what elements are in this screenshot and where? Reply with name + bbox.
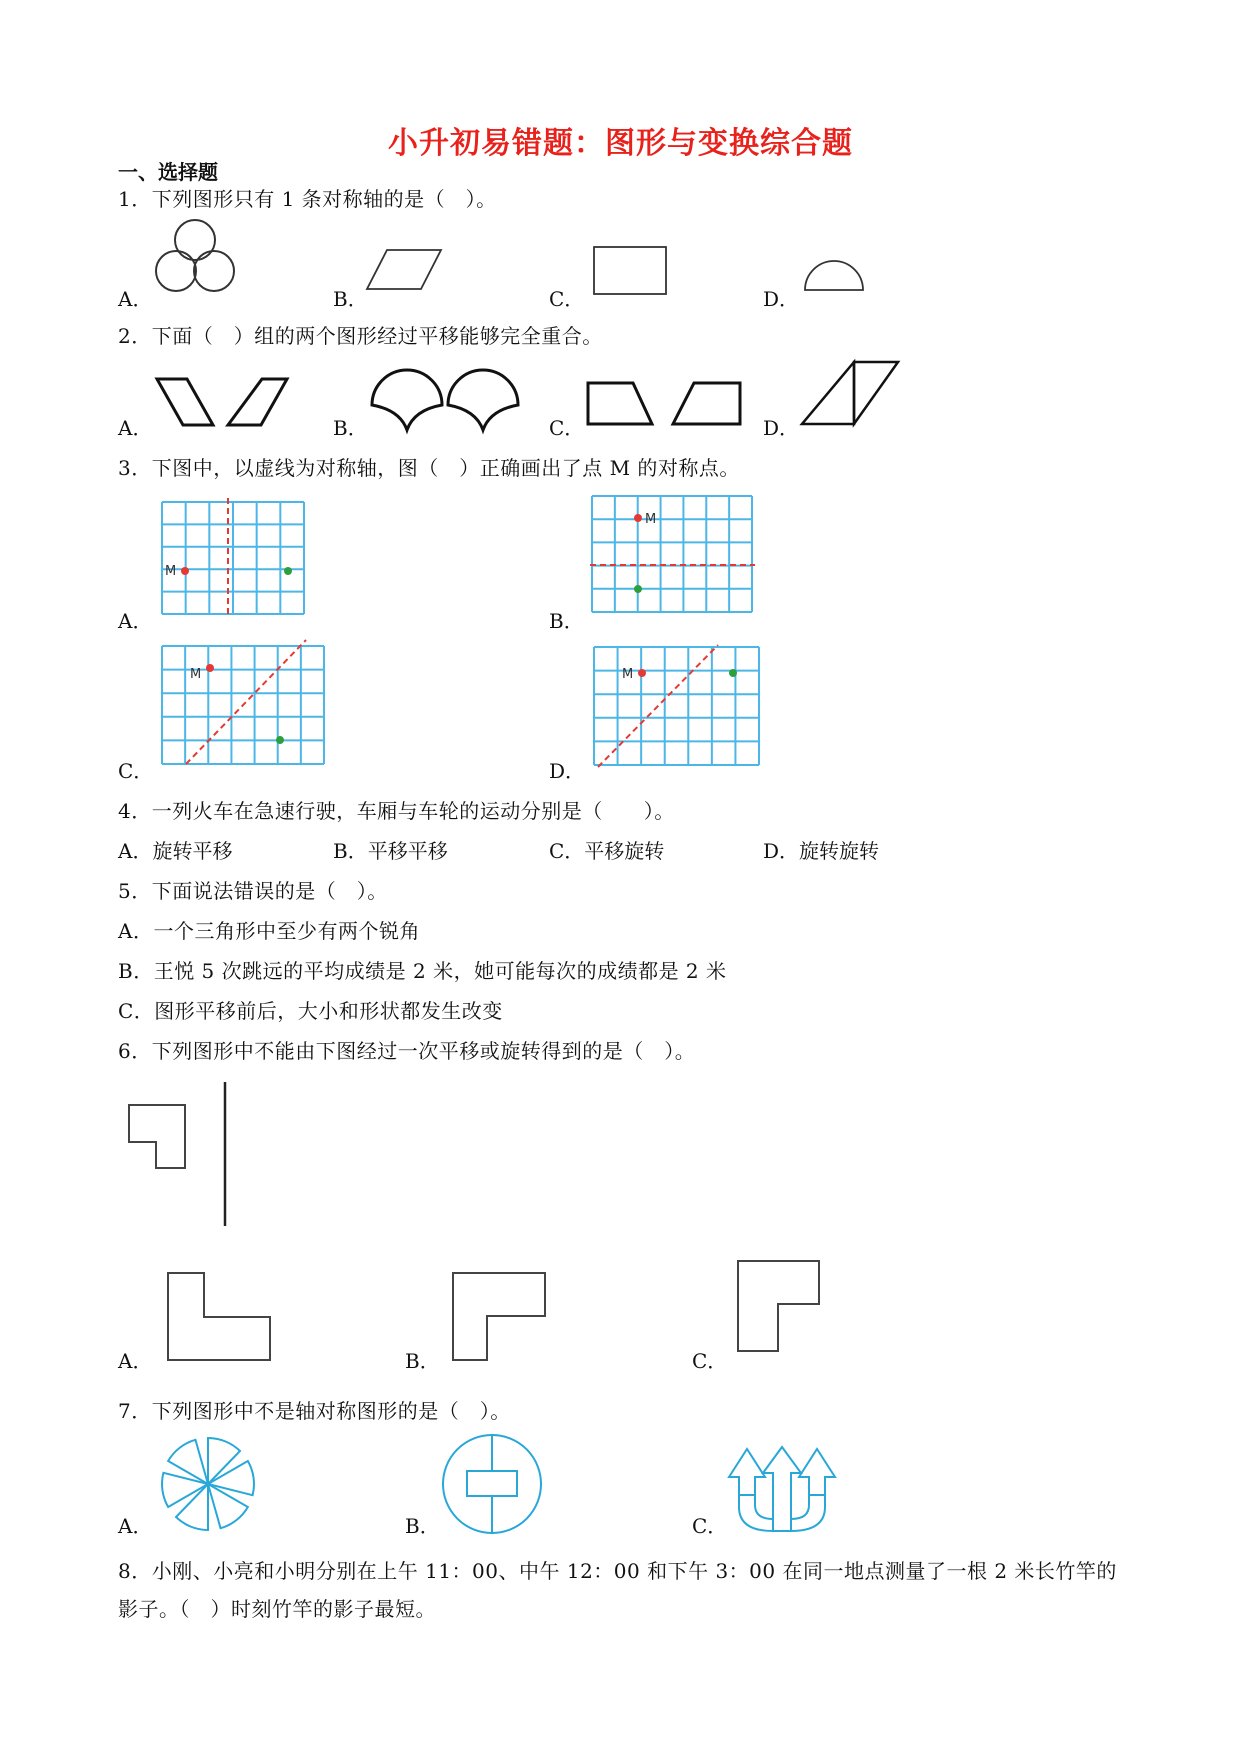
point-m (634, 514, 642, 522)
q2-option-a[interactable]: A． (118, 416, 153, 440)
point-m (206, 664, 214, 672)
l-shape-option-b (450, 1270, 550, 1365)
q1-option-c[interactable]: C． (549, 287, 585, 311)
l-shape-original-figure (125, 1080, 235, 1230)
two-parallelograms-figure (155, 375, 290, 430)
point-m (181, 567, 189, 575)
point-m-label: M (165, 564, 177, 579)
question-3: 3．下图中，以虚线为对称轴，图（ ）正确画出了点 M 的对称点。 (118, 456, 740, 480)
q4-option-a[interactable]: A．旋转平移 (118, 839, 233, 863)
parallelogram-figure (365, 245, 445, 295)
rectangle-figure (592, 245, 670, 295)
symmetric-point (634, 585, 642, 593)
q5-option-a[interactable]: A．一个三角形中至少有两个锐角 (118, 919, 420, 943)
q2-option-c[interactable]: C． (549, 416, 585, 440)
q2-option-d[interactable]: D． (763, 416, 800, 440)
q7-option-b[interactable]: B． (405, 1514, 440, 1538)
q3-option-b[interactable]: B． (549, 609, 584, 633)
q5-option-b[interactable]: B．王悦 5 次跳远的平均成绩是 2 米，她可能每次的成绩都是 2 米 (118, 959, 727, 983)
grid-c-figure (158, 640, 328, 770)
grid-d-figure (590, 645, 760, 770)
point-m-label: M (190, 667, 202, 682)
grid-b-figure (590, 493, 755, 615)
page-title: 小升初易错题：图形与变换综合题 (388, 126, 853, 161)
circle-with-rectangle-figure (440, 1433, 545, 1535)
q2-option-b[interactable]: B． (333, 416, 368, 440)
l-shape-option-c (735, 1258, 825, 1358)
grid-a-figure (150, 498, 310, 616)
question-1: 1．下列图形只有 1 条对称轴的是（ ）。 (118, 187, 497, 211)
two-trapezoids-figure (585, 380, 745, 430)
two-triangles-figure (800, 360, 900, 430)
symmetric-point (276, 736, 284, 744)
q7-option-a[interactable]: A． (118, 1514, 153, 1538)
q5-option-c[interactable]: C．图形平移前后，大小和形状都发生改变 (118, 999, 503, 1023)
question-5: 5．下面说法错误的是（ ）。 (118, 879, 388, 903)
q6-option-a[interactable]: A． (118, 1349, 153, 1373)
l-shape-option-a (165, 1270, 275, 1365)
semicircle-figure (803, 258, 867, 294)
q3-option-d[interactable]: D． (549, 759, 586, 783)
question-8-line-2: 影子。（ ）时刻竹竿的影子最短。 (118, 1597, 436, 1621)
question-7: 7．下列图形中不是轴对称图形的是（ ）。 (118, 1399, 511, 1423)
two-fan-shapes-figure (370, 370, 520, 430)
symmetric-point (729, 669, 737, 677)
q7-option-c[interactable]: C． (692, 1514, 728, 1538)
q1-option-b[interactable]: B． (333, 287, 368, 311)
point-m-label: M (645, 512, 657, 527)
question-2: 2．下面（ ）组的两个图形经过平移能够完全重合。 (118, 324, 603, 348)
three-circles-figure (150, 218, 240, 298)
q4-option-b[interactable]: B．平移平移 (333, 839, 448, 863)
q3-option-a[interactable]: A． (118, 609, 153, 633)
symmetric-point (284, 567, 292, 575)
question-6: 6．下列图形中不能由下图经过一次平移或旋转得到的是（ ）。 (118, 1039, 696, 1063)
question-4: 4．一列火车在急速行驶，车厢与车轮的运动分别是（ ）。 (118, 799, 675, 823)
q3-option-c[interactable]: C． (118, 759, 154, 783)
question-8: 8．小刚、小亮和小明分别在上午 11：00、中午 12：00 和下午 3：00 在同一地点测量了一根 2 米长竹竿的 (118, 1559, 1117, 1583)
q4-option-c[interactable]: C．平移旋转 (549, 839, 665, 863)
q6-option-b[interactable]: B． (405, 1349, 440, 1373)
q6-option-c[interactable]: C． (692, 1349, 728, 1373)
q1-option-d[interactable]: D． (763, 287, 800, 311)
point-m (638, 669, 646, 677)
q4-option-d[interactable]: D．旋转旋转 (763, 839, 880, 863)
point-m-label: M (622, 667, 634, 682)
pinwheel-figure (152, 1432, 267, 1532)
q1-option-a[interactable]: A． (118, 287, 153, 311)
three-arrows-figure (725, 1445, 840, 1535)
section-heading: 一、选择题 (118, 160, 218, 184)
